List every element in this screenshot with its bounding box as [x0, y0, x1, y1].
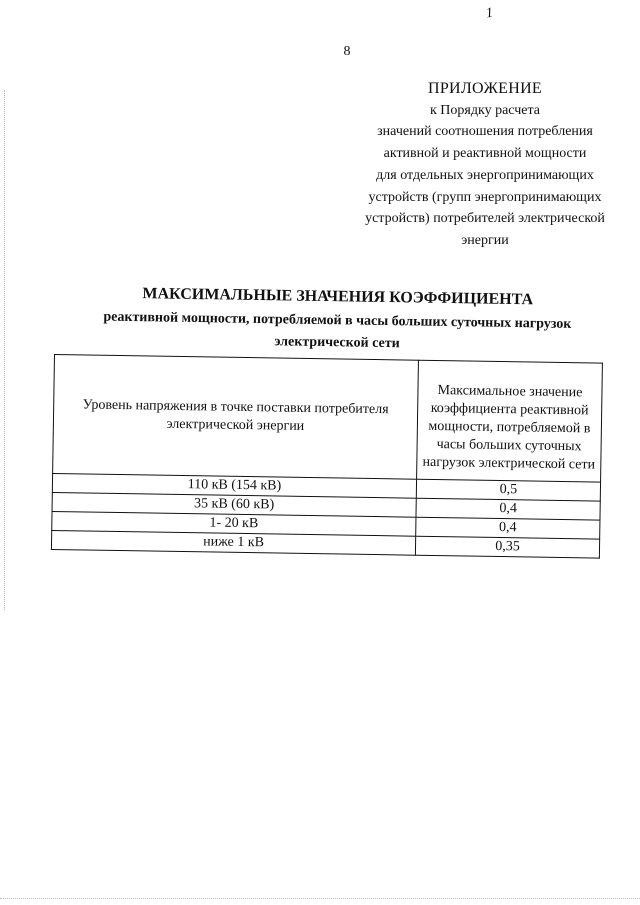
cell-voltage: 35 кВ (60 кВ): [52, 492, 416, 517]
coefficient-table: [51, 354, 603, 559]
table-header-row: [53, 355, 603, 483]
appendix-line: энергии: [461, 232, 509, 248]
appendix-block: [330, 78, 640, 252]
page-number: 8: [343, 44, 351, 59]
cell-value: 0,4: [416, 498, 600, 520]
corner-mark: 1: [484, 5, 494, 22]
appendix-line: активной и реактивной мощности: [383, 146, 587, 162]
cell-value: 0,5: [416, 479, 600, 501]
title-line-1: МАКСИМАЛЬНЫЕ ЗНАЧЕНИЯ КОЭФФИЦИЕНТА: [142, 285, 534, 309]
cell-voltage: ниже 1 кВ: [51, 530, 415, 555]
appendix-line: для отдельных энергопринимающих: [376, 167, 594, 183]
document-title: [67, 280, 608, 358]
cell-voltage: 1- 20 кВ: [52, 511, 416, 536]
coefficient-table-wrap: [51, 354, 602, 559]
appendix-line: значений соотношения потребления: [377, 124, 593, 140]
title-line-3: электрической сети: [274, 334, 400, 352]
header-voltage: Уровень напряжения в точке поставки потребителя электрической энергии: [53, 355, 419, 480]
appendix-line: устройств) потребителей электрической: [365, 211, 605, 227]
header-max-coefficient: Максимальное значение коэффициента реактивной мощности, потребляемой в часы больших суточных нагрузок электрической сети: [417, 360, 603, 482]
cell-voltage: 110 кВ (154 кВ): [52, 473, 416, 498]
cell-value: 0,35: [415, 536, 599, 558]
scan-edge-left: [4, 90, 6, 610]
title-line-2: реактивной мощности, потребляемой в часы больших суточных нагрузок: [103, 309, 572, 332]
appendix-heading: ПРИЛОЖЕНИЕ: [427, 80, 542, 97]
appendix-line: устройств (групп энергопринимающих: [368, 189, 602, 205]
cell-value: 0,4: [416, 517, 600, 539]
scan-edge-bottom: [0, 898, 640, 900]
appendix-line: к Порядку расчета: [430, 102, 540, 118]
